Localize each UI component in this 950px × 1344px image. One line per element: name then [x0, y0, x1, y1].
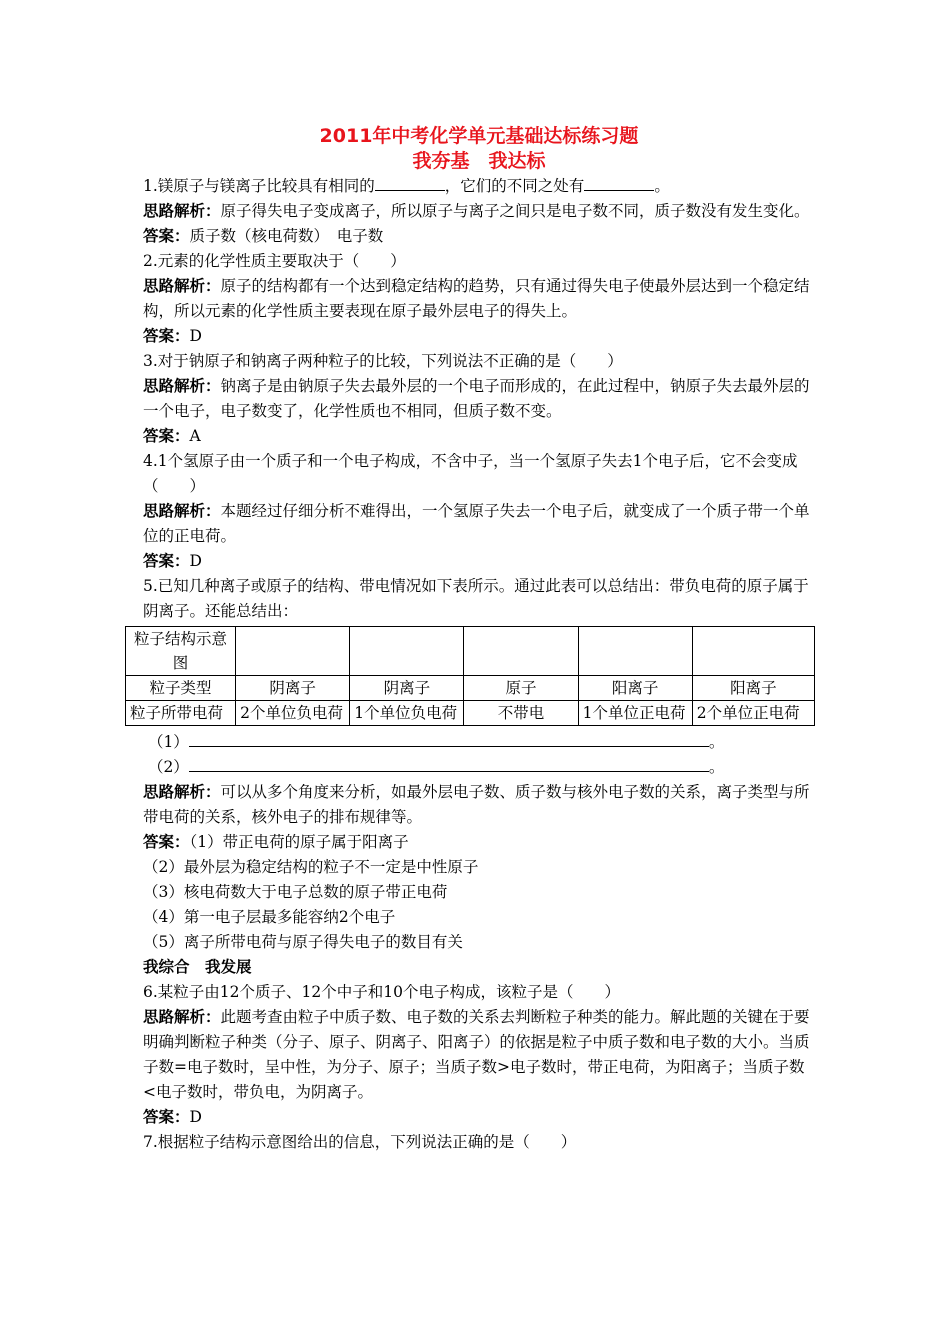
table-header-cell: 粒子所带电荷 [126, 701, 236, 726]
answer-5: 答案：（1）带正电荷的原子属于阳离子 [143, 833, 409, 851]
table-header-cell: 粒子结构示意图 [126, 627, 236, 676]
table-row [126, 676, 815, 701]
structure-diagram-cell [350, 627, 464, 676]
table-cell: 阳离子 [578, 676, 692, 701]
table-cell: 阴离子 [236, 676, 350, 701]
blank-line-2: （2） 。 [143, 755, 815, 780]
blank-line-1: （1） 。 [143, 730, 815, 755]
answer-blank[interactable] [189, 730, 709, 747]
table-cell: 1个单位正电荷 [578, 701, 692, 726]
section-title-1: 我夯基 我达标 [412, 150, 546, 172]
structure-diagram-cell [236, 627, 350, 676]
answer-5-item: （3）核电荷数大于电子总数的原子带正电荷 [143, 883, 448, 901]
answer-5-item: （5）离子所带电荷与原子得失电子的数目有关 [143, 933, 463, 951]
analysis-3: 思路解析：钠离子是由钠原子失去最外层的一个电子而形成的，在此过程中，钠原子失去最外层的一个电子，电子数变了，化学性质也不相同，但质子数不变。 [143, 377, 810, 420]
particle-table [125, 626, 815, 726]
analysis-6: 思路解析：此题考查由粒子中质子数、电子数的关系去判断粒子种类的能力。解此题的关键在于要明确判断粒子种类（分子、原子、阴离子、阳离子）的依据是粒子中质子数和电子数的大小。当质子数=电子数时，呈中性，为分子、原子；当质子数>电子数时，带正电荷，为阳离子；当质子数<电子数时，带负电，为阴离子。 [143, 1008, 810, 1101]
question-6: 6.某粒子由12个质子、12个中子和10个电子构成，该粒子是（ ） [143, 983, 620, 1001]
answer-4: 答案：D [143, 552, 202, 570]
document-title: 2011年中考化学单元基础达标练习题 [319, 125, 639, 147]
answer-6: 答案：D [143, 1108, 202, 1126]
table-cell: 1个单位负电荷 [350, 701, 464, 726]
structure-diagram-cell [464, 627, 578, 676]
answer-2: 答案：D [143, 327, 202, 345]
table-cell: 不带电 [464, 701, 578, 726]
answer-5-item: （4）第一电子层最多能容纳2个电子 [143, 908, 396, 926]
table-cell: 阳离子 [692, 676, 814, 701]
table-cell: 2个单位正电荷 [692, 701, 814, 726]
question-5: 5.已知几种离子或原子的结构、带电情况如下表所示。通过此表可以总结出：带负电荷的原子属于阴离子。还能总结出： [143, 577, 809, 620]
answer-blank[interactable] [375, 174, 445, 191]
analysis-1: 思路解析：原子得失电子变成离子，所以原子与离子之间只是电子数不同，质子数没有发生变化。 [143, 202, 810, 220]
structure-diagram-cell [692, 627, 814, 676]
document-page [130, 124, 815, 1155]
table-header-cell: 粒子类型 [126, 676, 236, 701]
table-row [126, 627, 815, 676]
question-3: 3.对于钠原子和钠离子两种粒子的比较，下列说法不正确的是（ ） [143, 352, 623, 370]
question-4: 4.1个氢原子由一个质子和一个电子构成，不含中子，当一个氢原子失去1个电子后，它不会变成（ ） [143, 452, 798, 495]
answer-1: 答案：质子数（核电荷数） 电子数 [143, 227, 384, 245]
answer-blank[interactable] [584, 174, 654, 191]
table-cell: 2个单位负电荷 [236, 701, 350, 726]
analysis-2: 思路解析：原子的结构都有一个达到稳定结构的趋势，只有通过得失电子使最外层达到一个稳定结构，所以元素的化学性质主要表现在原子最外层电子的得失上。 [143, 277, 810, 320]
question-1: 1.镁原子与镁离子比较具有相同的 ，它们的不同之处有 。 [143, 174, 815, 199]
answer-5-item: （2）最外层为稳定结构的粒子不一定是中性原子 [143, 858, 479, 876]
question-7: 7.根据粒子结构示意图给出的信息，下列说法正确的是（ ） [143, 1133, 577, 1151]
table-cell: 阴离子 [350, 676, 464, 701]
table-row [126, 701, 815, 726]
table-cell: 原子 [464, 676, 578, 701]
question-2: 2.元素的化学性质主要取决于（ ） [143, 252, 406, 270]
answer-blank[interactable] [189, 755, 709, 772]
analysis-4: 思路解析：本题经过仔细分析不难得出，一个氢原子失去一个电子后，就变成了一个质子带一个单位的正电荷。 [143, 502, 810, 545]
structure-diagram-cell [578, 627, 692, 676]
section-title-2: 我综合 我发展 [143, 958, 252, 976]
analysis-5: 思路解析：可以从多个角度来分析，如最外层电子数、质子数与核外电子数的关系，离子类型与所带电荷的关系，核外电子的排布规律等。 [143, 783, 810, 826]
answer-3: 答案：A [143, 427, 201, 445]
